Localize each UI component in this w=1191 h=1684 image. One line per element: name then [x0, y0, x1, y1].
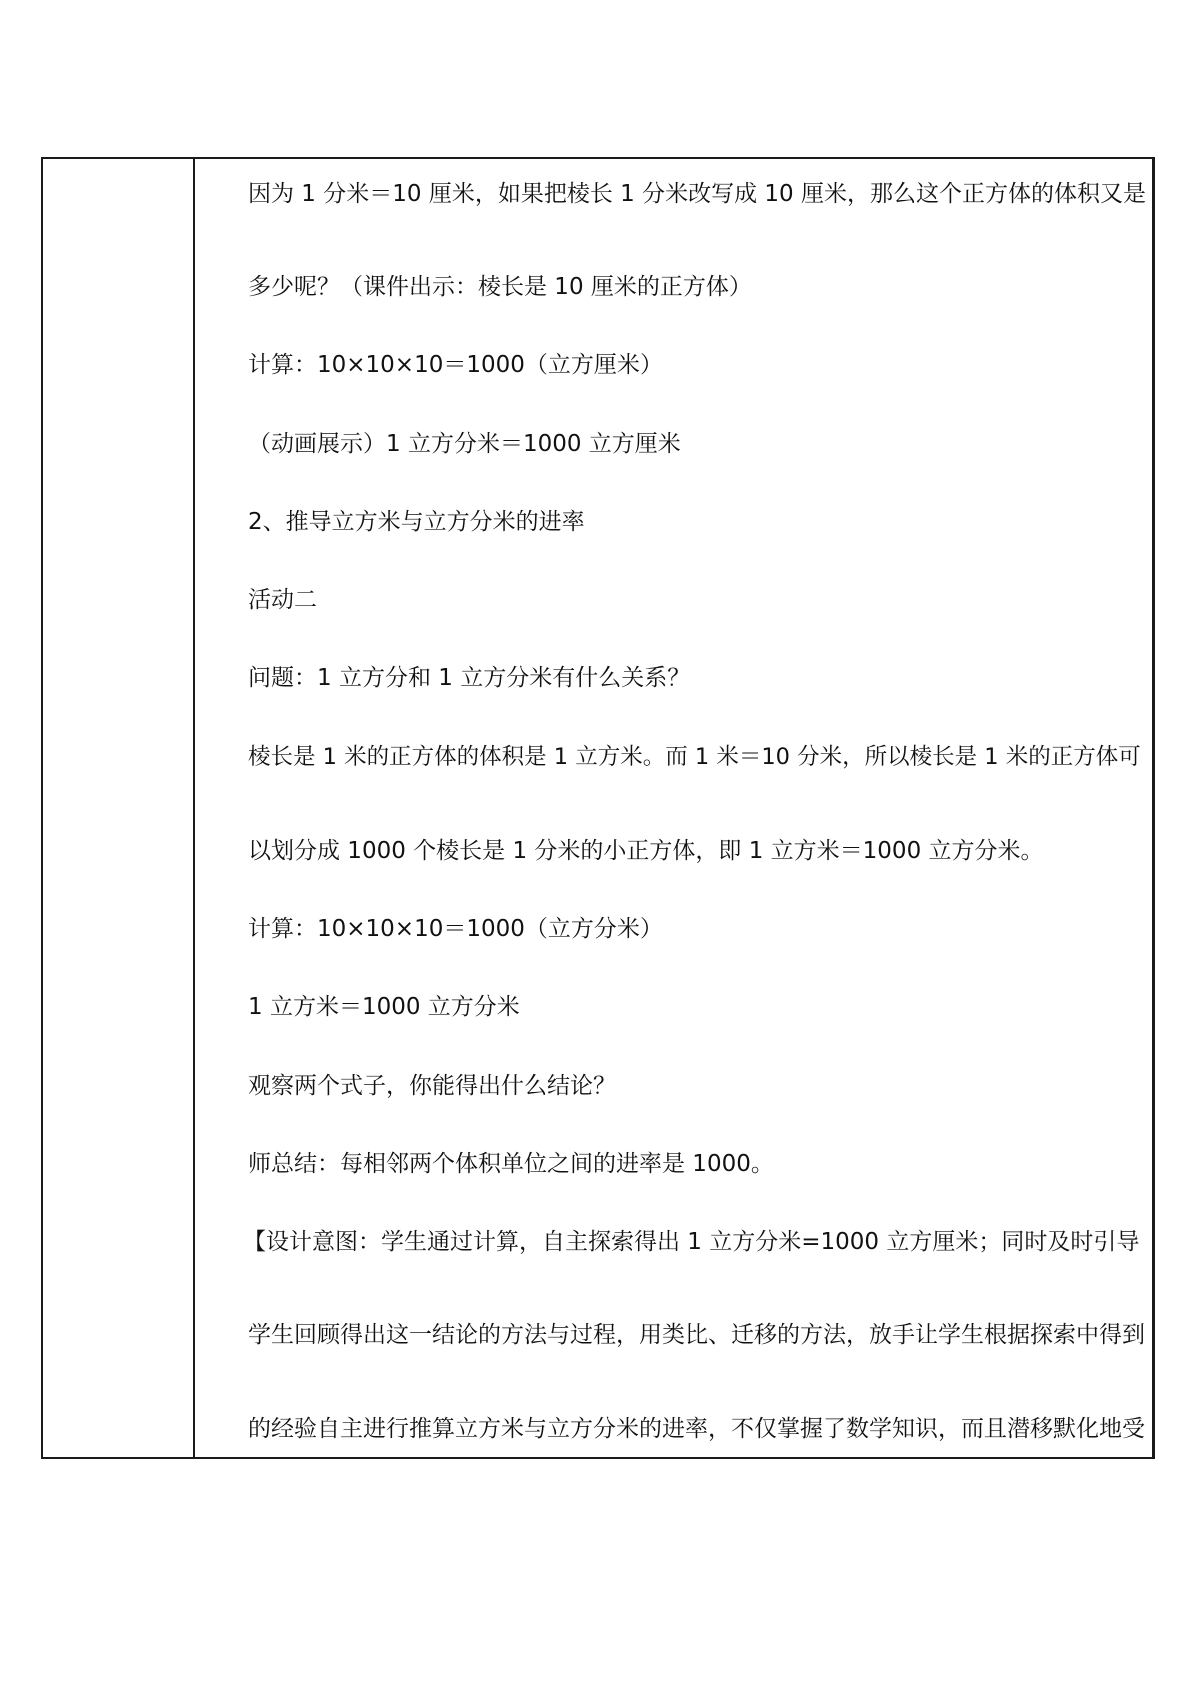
text-line-9: 以划分成 1000 个棱长是 1 分米的小正方体，即 1 立方米＝1000 立方分米。 — [248, 838, 1044, 864]
text-line-13: 师总结：每相邻两个体积单位之间的进率是 1000。 — [248, 1151, 774, 1177]
text-line-11: 1 立方米＝1000 立方分米 — [248, 994, 520, 1020]
text-line-7: 问题：1 立方分和 1 立方分米有什么关系？ — [248, 665, 691, 691]
text-line-6: 活动二 — [248, 587, 317, 613]
table-content-cell — [195, 159, 1152, 1457]
text-line-4: （动画展示）1 立方分米＝1000 立方厘米 — [248, 431, 681, 457]
table-left-cell — [43, 159, 193, 1457]
text-line-8: 棱长是 1 米的正方体的体积是 1 立方米。而 1 米＝10 分米，所以棱长是 1 米的正方体可 — [248, 744, 1141, 770]
text-line-10: 计算：10×10×10＝1000（立方分米） — [248, 916, 663, 942]
text-line-3: 计算：10×10×10＝1000（立方厘米） — [248, 352, 663, 378]
text-line-2: 多少呢？（课件出示：棱长是 10 厘米的正方体） — [248, 274, 752, 300]
text-line-5: 2、推导立方米与立方分米的进率 — [248, 509, 585, 535]
text-line-15: 学生回顾得出这一结论的方法与过程，用类比、迁移的方法，放手让学生根据探索中得到 — [248, 1322, 1145, 1348]
lesson-table — [41, 157, 1155, 1459]
text-line-12: 观察两个式子，你能得出什么结论？ — [248, 1073, 616, 1099]
text-line-16: 的经验自主进行推算立方米与立方分米的进率，不仅掌握了数学知识，而且潜移默化地受 — [248, 1416, 1145, 1442]
text-line-14: 【设计意图：学生通过计算，自主探索得出 1 立方分米=1000 立方厘米；同时及时引导 — [243, 1229, 1140, 1255]
text-line-1: 因为 1 分米＝10 厘米，如果把棱长 1 分米改写成 10 厘米，那么这个正方体的体积又是 — [248, 181, 1146, 207]
